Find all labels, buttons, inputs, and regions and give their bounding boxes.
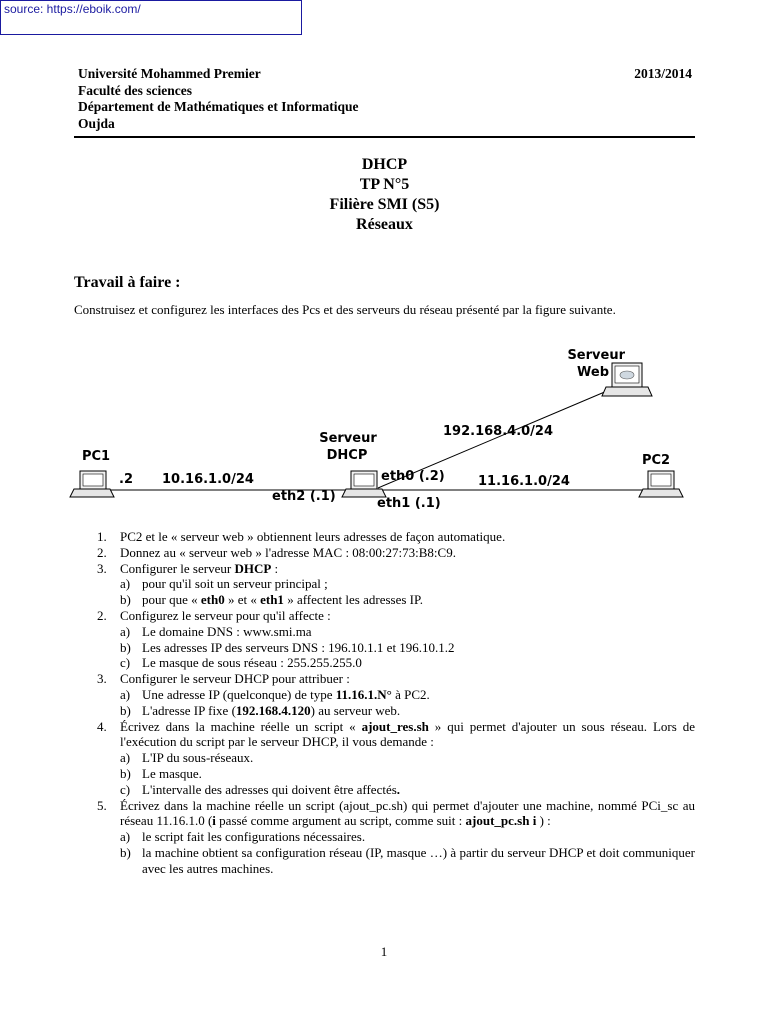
tp-title: TP N°5 xyxy=(359,176,410,193)
item-number: 2. xyxy=(97,607,107,623)
eth0-label: eth0 (.2) xyxy=(381,469,445,484)
sub-item xyxy=(97,703,695,719)
item-text: la machine obtient sa configuration réseau (IP, masque …) à partir du serveur DHCP et doit communiquer avec les autres machines. xyxy=(142,844,695,876)
task-list xyxy=(97,529,695,877)
item-text: Configurer le serveur DHCP pour attribuer : xyxy=(120,671,350,687)
item-text: pour qu'il soit un serveur principal ; xyxy=(142,576,328,592)
header-rule xyxy=(74,136,695,138)
item-text: PC2 et le « serveur web » obtiennent leurs adresses de façon automatique. xyxy=(120,529,506,544)
item-letter: b) xyxy=(120,844,131,860)
sub-item xyxy=(97,687,695,703)
item-text: L'intervalle des adresses qui doivent être affectés. xyxy=(142,781,401,797)
dhcp-label-line2: DHCP xyxy=(326,448,368,463)
department-name: Département de Mathématiques et Informatique xyxy=(78,99,359,114)
network-web-label: 192.168.4.0/24 xyxy=(443,424,554,439)
item-text: Configurer le serveur DHCP : xyxy=(120,560,279,576)
page-number: 1 xyxy=(380,944,388,959)
web-label-line1: Serveur xyxy=(567,348,625,363)
document-titles xyxy=(74,155,695,235)
item-text: Le masque. xyxy=(142,765,202,781)
document-header xyxy=(78,66,692,132)
item-letter: a) xyxy=(120,576,131,592)
item-text: L'adresse IP fixe (192.168.4.120) au serveur web. xyxy=(142,702,401,718)
network-pc1-label: 10.16.1.0/24 xyxy=(162,472,254,487)
item-text: le script fait les configurations nécessaires. xyxy=(142,829,366,845)
dhcp-server-icon xyxy=(342,471,386,497)
list-item xyxy=(97,719,695,751)
item-letter: b) xyxy=(120,702,131,718)
pc1-computer-icon xyxy=(70,471,114,497)
sub-item xyxy=(97,766,695,782)
city-name: Oujda xyxy=(78,115,115,131)
item-text: Écrivez dans la machine réelle un script « ajout_res.sh » qui permet d'ajouter un sous réseau. Lors de l'exécution du script par le serveur DHCP, il vous demande : xyxy=(120,718,695,750)
sub-item xyxy=(97,845,695,877)
list-item xyxy=(97,671,695,687)
item-letter: b) xyxy=(120,592,131,608)
web-label-line2: Web xyxy=(577,365,609,380)
list-item xyxy=(97,608,695,624)
pc1-label: PC1 xyxy=(81,449,111,464)
network-pc2-label: 11.16.1.0/24 xyxy=(478,474,570,489)
item-text: L'IP du sous-réseaux. xyxy=(142,750,254,766)
pc2-computer-icon xyxy=(639,471,683,497)
sub-item xyxy=(97,640,695,656)
pc2-label: PC2 xyxy=(641,453,671,468)
dhcp-label-line1: Serveur xyxy=(319,431,377,446)
item-letter: c) xyxy=(120,655,131,671)
eth2-label: eth2 (.1) xyxy=(272,489,336,504)
subject-title: DHCP xyxy=(361,156,408,173)
pc1-host-label: .2 xyxy=(119,472,133,487)
item-text: pour que « eth0 » et « eth1 » affectent les adresses IP. xyxy=(142,592,424,608)
web-server-icon xyxy=(602,363,652,396)
item-letter: c) xyxy=(120,781,131,797)
item-number: 2. xyxy=(97,544,107,560)
list-item xyxy=(97,561,695,577)
item-text: Écrivez dans la machine réelle un script (ajout_pc.sh) qui permet d'ajouter une machine, nommé PCi_sc au réseau 11.16.1.0 (i passé comme argument au script, comme suit : ajout_pc.sh i ) : xyxy=(120,797,695,829)
item-number: 4. xyxy=(97,718,107,734)
intro-paragraph: Construisez et configurez les interfaces des Pcs et des serveurs du réseau présenté par la figure suivante. xyxy=(74,302,616,317)
item-number: 3. xyxy=(97,671,107,687)
item-number: 3. xyxy=(97,560,107,576)
sub-item xyxy=(97,576,695,592)
item-letter: a) xyxy=(120,686,131,702)
list-item xyxy=(97,545,695,561)
sub-item xyxy=(97,829,695,845)
item-text: Le domaine DNS : www.smi.ma xyxy=(142,623,312,639)
item-text: Une adresse IP (quelconque) de type 11.16.1.N° à PC2. xyxy=(142,686,430,702)
sub-item xyxy=(97,782,695,798)
item-text: Donnez au « serveur web » l'adresse MAC : 08:00:27:73:B8:C9. xyxy=(120,544,456,560)
item-letter: a) xyxy=(120,623,131,639)
item-number: 5. xyxy=(97,797,107,813)
item-letter: a) xyxy=(120,750,131,766)
item-text: Le masque de sous réseau : 255.255.255.0 xyxy=(142,655,362,671)
sub-item xyxy=(97,750,695,766)
source-link[interactable]: source: https://eboik.com/ xyxy=(0,0,302,35)
academic-year: 2013/2014 xyxy=(634,66,692,81)
item-letter: a) xyxy=(120,829,131,845)
eth1-label: eth1 (.1) xyxy=(377,496,441,511)
sub-item xyxy=(97,592,695,608)
network-diagram xyxy=(0,340,768,520)
item-number: 1. xyxy=(97,529,107,544)
item-text: Configurez le serveur pour qu'il affecte : xyxy=(120,607,331,623)
filiere-title: Filière SMI (S5) xyxy=(329,196,440,213)
sub-item xyxy=(97,655,695,671)
list-item xyxy=(97,529,695,545)
university-name: Université Mohammed Premier xyxy=(78,66,261,81)
list-item xyxy=(97,798,695,830)
item-text: Les adresses IP des serveurs DNS : 196.10.1.1 et 196.10.1.2 xyxy=(142,639,455,655)
item-letter: b) xyxy=(120,765,131,781)
sub-item xyxy=(97,624,695,640)
course-title: Réseaux xyxy=(356,216,413,233)
section-title: Travail à faire : xyxy=(74,274,181,291)
faculty-name: Faculté des sciences xyxy=(78,82,192,98)
item-letter: b) xyxy=(120,639,131,655)
